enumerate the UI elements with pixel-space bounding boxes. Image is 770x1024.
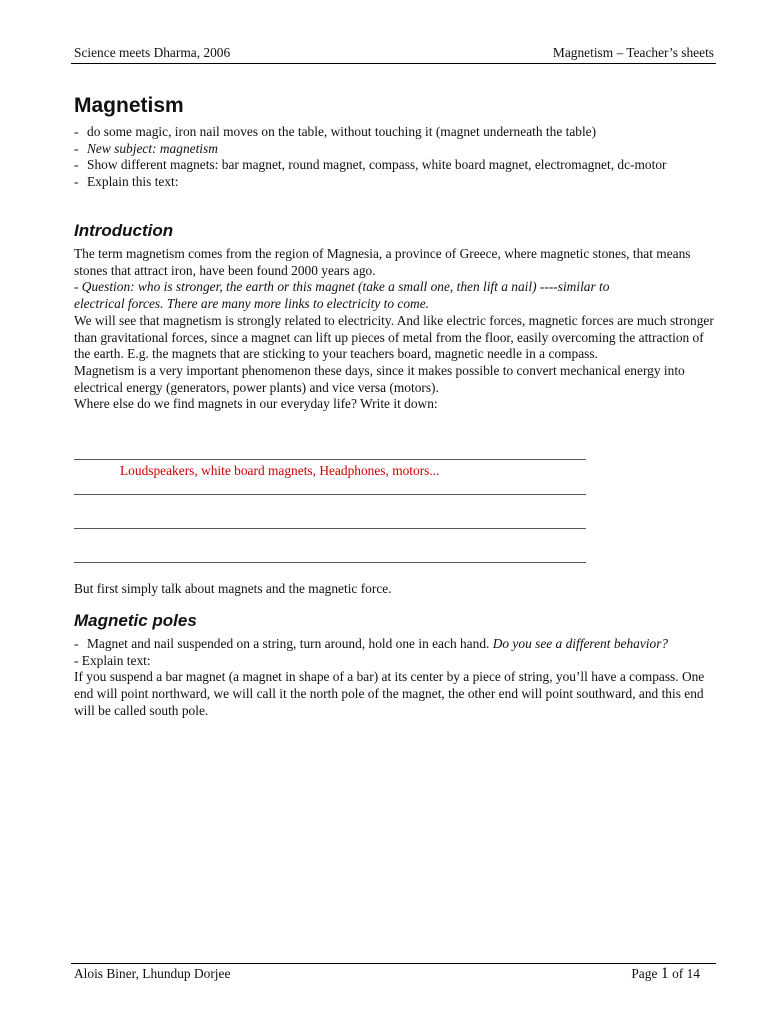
list-item: - Magnet and nail suspended on a string, turn around, hold one in each hand. Do you see a different behavior?: [74, 636, 669, 651]
magnetic-poles-body: [74, 636, 719, 720]
paragraph: Where else do we find magnets in our everyday life? Write it down:: [74, 396, 438, 412]
paragraph: But first simply talk about magnets and the magnetic force.: [74, 581, 392, 596]
footer-authors: Alois Biner, Lhundup Dorjee: [74, 966, 231, 981]
header-right: Magnetism – Teacher’s sheets: [552, 45, 714, 60]
footer-rule: [71, 963, 716, 964]
introduction-body: [74, 246, 719, 413]
list-item: - Show different magnets: bar magnet, round magnet, compass, white board magnet, electromagnet, dc-motor: [74, 157, 667, 173]
paragraph: Magnetism is a very important phenomenon these days, since it makes possible to convert mechanical energy into electrical energy (generators, power plants) and vice versa (motors).: [74, 362, 685, 395]
answer-line: [74, 562, 586, 563]
answer-text: Loudspeakers, white board magnets, Headphones, motors...: [120, 463, 440, 478]
heading-magnetic-poles: Magnetic poles: [74, 611, 197, 630]
paragraph: - Explain text:: [74, 652, 151, 668]
header-rule: [71, 63, 716, 64]
header-left: Science meets Dharma, 2006: [74, 45, 231, 60]
list-item: - do some magic, iron nail moves on the table, without touching it (magnet underneath the table): [74, 124, 597, 139]
paragraph: If you suspend a bar magnet (a magnet in shape of a bar) at its center by a piece of string, you’ll have a compass. One end will point northward, we will call it the north pole of the magnet, the other end will point southward, and this end will be called south pole.: [74, 669, 705, 718]
intro-bullet-list: [74, 124, 719, 191]
question-text: - Question: who is stronger, the earth or this magnet (take a small one, then lift a nail) ----similar to electrical forces. There are many more links to electricity to come.: [74, 279, 610, 312]
list-item: - Explain this text:: [74, 174, 179, 190]
answer-line: [74, 459, 586, 460]
paragraph: We will see that magnetism is strongly related to electricity. And like electric forces, magnetic forces are much stronger than gravitational forces, since a magnet can lift up pieces of metal from the floor, easily overcoming the attraction of the earth. E.g. the magnets that are sticking to your teachers board, magnetic needle in a compass.: [74, 312, 714, 362]
heading-introduction: Introduction: [74, 221, 174, 240]
paragraph: The term magnetism comes from the region of Magnesia, a province of Greece, where magnetic stones, that means stones that attract iron, have been found 2000 years ago.: [74, 246, 691, 278]
list-item: - New subject: magnetism: [74, 140, 218, 156]
answer-line: [74, 494, 586, 495]
page-title: Magnetism: [74, 94, 184, 117]
answer-line: [74, 528, 586, 529]
page-number: Page 1 of 14: [631, 965, 700, 982]
